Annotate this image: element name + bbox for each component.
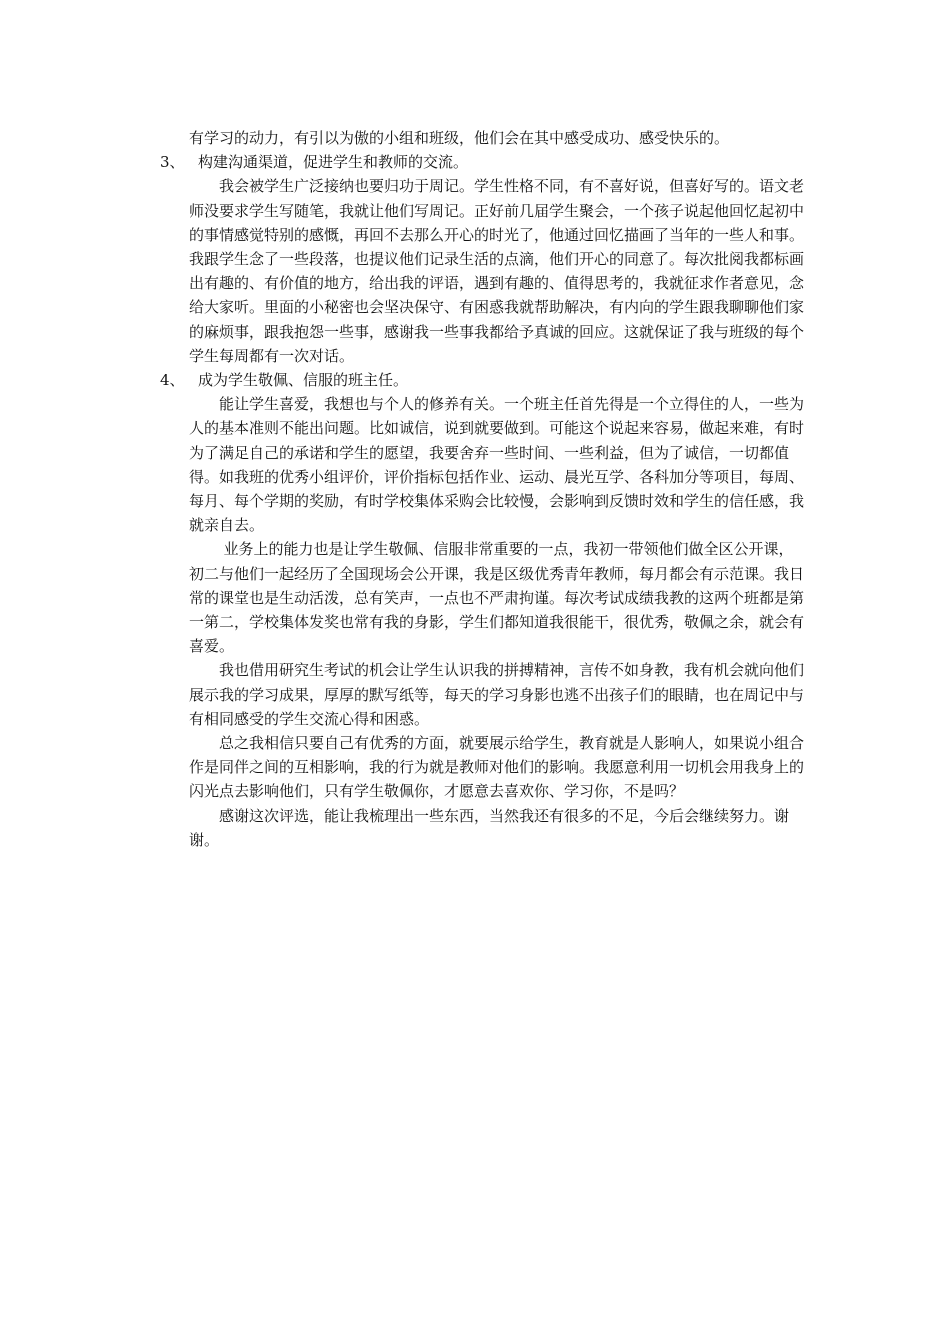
section-heading-4 — [160, 368, 807, 392]
paragraph-study-spirit: 我也借用研究生考试的机会让学生认识我的拼搏精神，言传不如身教，我有机会就向他们展示我的学习成果，厚厚的默写纸等，每天的学习身影也逃不出孩子们的眼睛，也在周记中与有相同感受的学生交流心得和困惑。 — [189, 661, 805, 728]
section-heading-3 — [160, 150, 807, 174]
section-number: 4、 — [160, 371, 185, 390]
paragraph-weekly-journal: 我会被学生广泛接纳也要归功于周记。学生性格不同，有不喜好说，但喜好写的。语文老师没要求学生写随笔，我就让他们写周记。正好前几届学生聚会，一个孩子说起他回忆起初中的事情感觉特别的感慨，再回不去那么开心的时光了，他通过回忆描画了当年的一些人和事。我跟学生念了一些段落，也提议他们记录生活的点滴，他们开心的同意了。每次批阅我都标画出有趣的、有价值的地方，给出我的评语，遇到有趣的、值得思考的，我就征求作者意见，念给大家听。里面的小秘密也会坚决保守、有困惑我就帮助解决，有内向的学生跟我聊聊他们家的麻烦事，跟我抱怨一些事，感谢我一些事我都给予真诚的回应。这就保证了我与班级的每个学生每周都有一次对话。 — [189, 177, 805, 365]
paragraph-conclusion: 总之我相信只要自己有优秀的方面，就要展示给学生，教育就是人影响人，如果说小组合作是同伴之间的互相影响，我的行为就是教师对他们的影响。我愿意利用一切机会用我身上的闪光点去影响他们，只有学生敬佩你，才愿意去喜欢你、学习你，不是吗？ — [189, 734, 805, 801]
section-title: 成为学生敬佩、信服的班主任。 — [198, 371, 409, 390]
section-title: 构建沟通渠道，促进学生和教师的交流。 — [198, 153, 469, 172]
paragraph-professional-ability: 业务上的能力也是让学生敬佩、信服非常重要的一点，我初一带领他们做全区公开课，初二与他们一起经历了全国现场会公开课，我是区级优秀青年教师，每月都会有示范课。我日常的课堂也是生动活泼，总有笑声，一点也不严肃拘谨。每次考试成绩我教的这两个班都是第一第二，学校集体发奖也常有我的身影，学生们都知道我很能干，很优秀，敬佩之余，就会有喜爱。 — [189, 540, 805, 656]
paragraph-continuation: 有学习的动力，有引以为傲的小组和班级，他们会在其中感受成功、感受快乐的。 — [189, 129, 730, 147]
paragraph-thanks: 感谢这次评选，能让我梳理出一些东西，当然我还有很多的不足，今后会继续努力。谢谢。 — [189, 806, 790, 849]
paragraph-integrity: 能让学生喜爱，我想也与个人的修养有关。一个班主任首先得是一个立得住的人，一些为人的基本准则不能出问题。比如诚信，说到就要做到。可能这个说起来容易，做起来难，有时为了满足自己的承诺和学生的愿望，我要舍弃一些时间、一些利益，但为了诚信，一切都值得。如我班的优秀小组评价，评价指标包括作业、运动、晨光互学、各科加分等项目，每周、每月、每个学期的奖励，有时学校集体采购会比较慢，会影响到反馈时效和学生的信任感，我就亲自去。 — [189, 395, 805, 535]
document-body — [160, 126, 807, 852]
section-number: 3、 — [160, 153, 185, 172]
